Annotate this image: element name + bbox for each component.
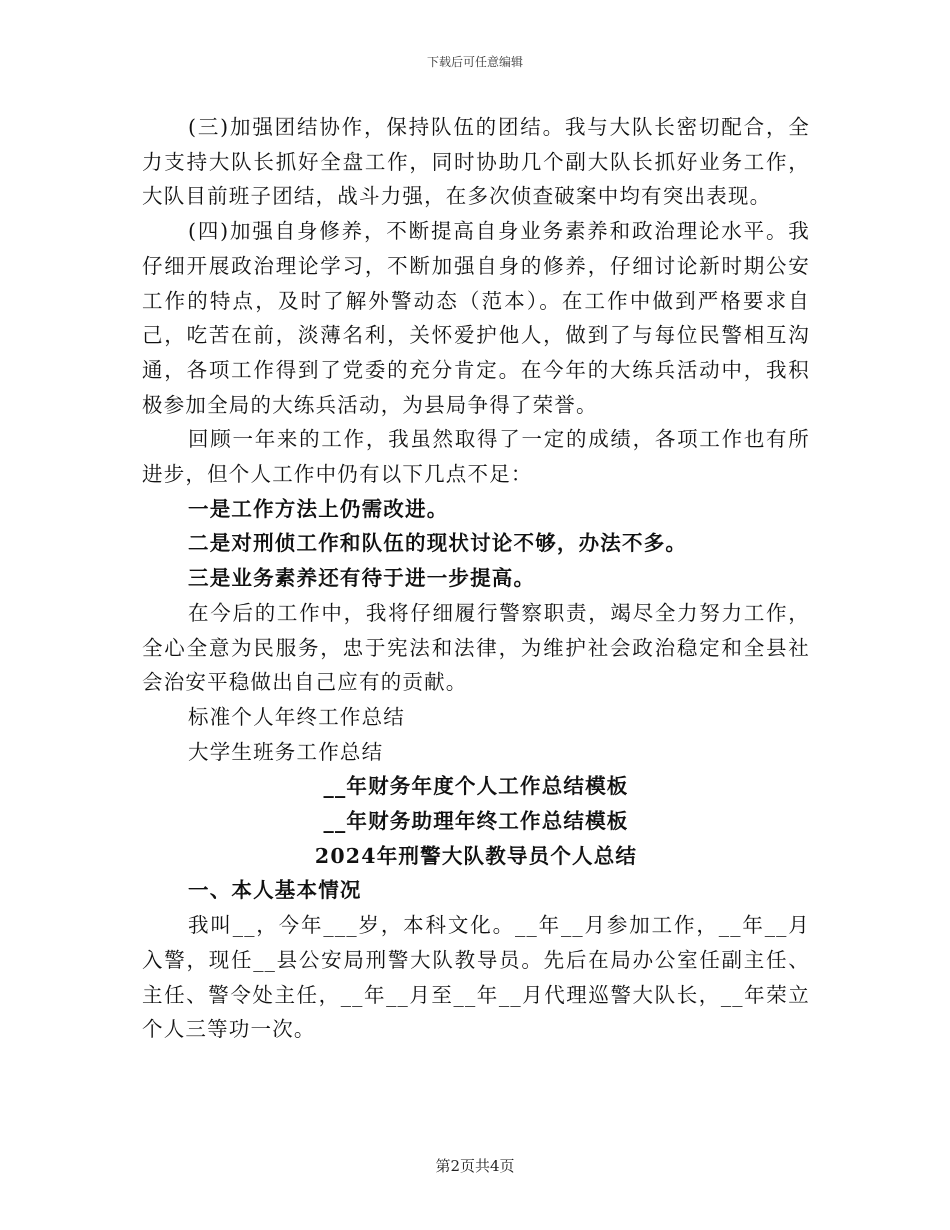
paragraph-basic-info: 我叫__，今年___岁，本科文化。__年__月参加工作，__年__月入警，现任__县公安局刑警大队教导员。先后在局办公室任副主任、主任、警令处主任，__年__月至__年__月代理巡警大队长，__年荣立个人三等功一次。 <box>142 913 810 1042</box>
section-heading-basic-info: 一、本人基本情况 <box>188 878 362 903</box>
paragraph-teamwork: (三)加强团结协作，保持队伍的团结。我与大队长密切配合，全力支持大队长抓好全盘工作，同时协助几个副大队长抓好业务工作，大队目前班子团结，战斗力强，在多次侦查破案中均有突出表现。 <box>142 115 810 209</box>
paragraph-future: 在今后的工作中，我将仔细履行警察职责，竭尽全力努力工作，全心全意为民服务，忠于宪法和法律，为维护社会政治稳定和全县社会治安平稳做出自己应有的贡献。 <box>142 600 810 695</box>
shortcoming-item-1: 一是工作方法上仍需改进。 <box>188 496 449 521</box>
paragraph-self-cultivation: (四)加强自身修养，不断提高自身业务素养和政治理论水平。我仔细开展政治理论学习，不断加强自身的修养，仔细讨论新时期公安工作的特点，及时了解外警动态（范本）。在工作中做到严格要求自己，吃苦在前，淡薄名利，关怀爱护他人，做到了与每位民警相互沟通，各项工作得到了党委的充分肯定。在今年的大练兵活动中，我积极参加全局的大练兵活动，为县局争得了荣誉。 <box>142 219 810 417</box>
related-title-2[interactable]: __年财务助理年终工作总结模板 <box>323 809 629 834</box>
shortcoming-item-2: 二是对刑侦工作和队伍的现状讨论不够，办法不多。 <box>188 531 688 556</box>
shortcoming-item-3: 三是业务素养还有待于进一步提高。 <box>188 566 536 591</box>
document-title: 2024年刑警大队教导员个人总结 <box>314 843 638 868</box>
related-link-1[interactable]: 标准个人年终工作总结 <box>188 704 405 729</box>
page-header-note: 下载后可任意编辑 <box>426 55 523 69</box>
document-body <box>142 110 810 1047</box>
page-number: 第2页共4页 <box>435 1157 515 1175</box>
related-link-2[interactable]: 大学生班务工作总结 <box>188 739 384 764</box>
related-title-1[interactable]: __年财务年度个人工作总结模板 <box>323 774 629 799</box>
paragraph-review: 回顾一年来的工作，我虽然取得了一定的成绩，各项工作也有所进步，但个人工作中仍有以下几点不足： <box>142 427 810 487</box>
